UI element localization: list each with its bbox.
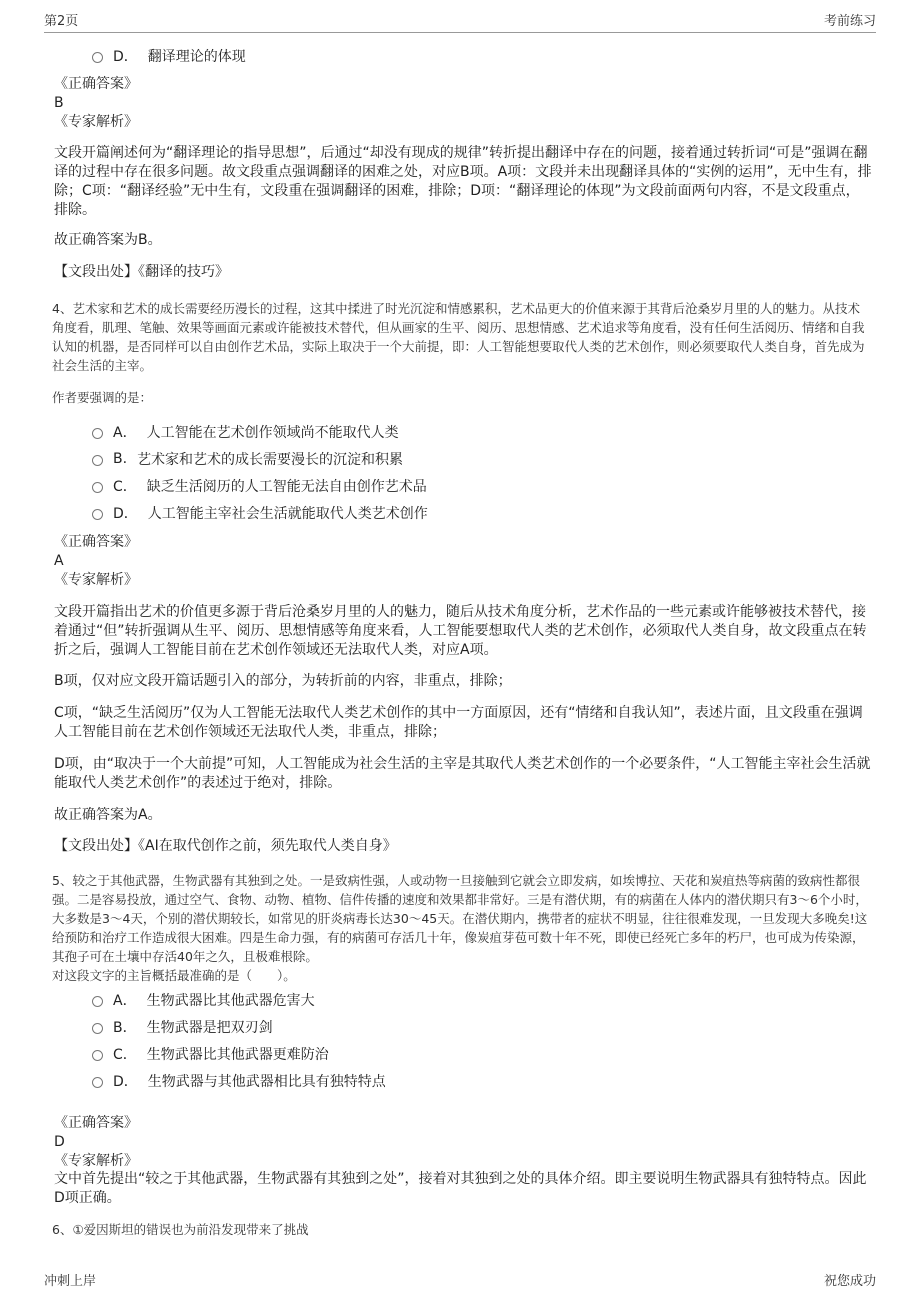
radio-icon[interactable] <box>92 1050 103 1061</box>
option-letter: D． <box>113 505 138 522</box>
radio-icon[interactable] <box>92 1023 103 1034</box>
q4-analysis-tag: 《专家解析》 <box>54 572 138 588</box>
footer-right: 祝您成功 <box>823 1274 876 1289</box>
q4-options <box>54 418 428 526</box>
q3-analysis-para-2: 故正确答案为B。 <box>54 232 162 248</box>
q4-option-d[interactable] <box>92 499 428 526</box>
q3-option-d[interactable] <box>92 42 246 69</box>
q3-analysis-tag: 《专家解析》 <box>54 114 138 130</box>
q3-source: 【文段出处】《翻译的技巧》 <box>54 264 229 280</box>
q3-analysis-para-1: 文段开篇阐述何为“翻译理论的指导思想”，后通过“却没有现成的规律”转折提出翻译中存在的问题，接着通过转折词“可是”强调在翻译的过程中存在很多问题。故文段重点强调翻译的困难之处，对应B项。A项：文段并未出现翻译具体的“实例的运用”，无中生有，排除；C项：“翻译经验”无中生有，文段重在强调翻译的困难，排除；D项：“翻译理论的体现”为文段前面两句内容，不是文段重点，排除。 <box>54 145 872 218</box>
option-letter: B． <box>113 1019 137 1036</box>
radio-icon[interactable] <box>92 509 103 520</box>
radio-icon[interactable] <box>92 52 103 63</box>
q4-option-a[interactable] <box>92 418 428 445</box>
q5-option-a[interactable] <box>92 986 386 1013</box>
option-letter: C． <box>113 478 137 495</box>
page-footer <box>44 1270 876 1288</box>
option-text: 翻译理论的体现 <box>147 48 246 65</box>
q4-answer: A <box>54 553 64 569</box>
q5-option-d[interactable] <box>92 1067 386 1094</box>
q5-options <box>54 986 386 1094</box>
option-text: 生物武器与其他武器相比具有独特特点 <box>147 1073 386 1090</box>
q3-answer-tag: 《正确答案》 <box>54 76 138 92</box>
option-text: 艺术家和艺术的成长需要漫长的沉淀和积累 <box>137 451 404 468</box>
q5-option-b[interactable] <box>92 1013 386 1040</box>
header-title: 考前练习 <box>823 14 876 29</box>
q5-option-c[interactable] <box>92 1040 386 1067</box>
q6-stem: 6、①爱因斯坦的错误也为前沿发现带来了挑战 <box>52 1222 309 1237</box>
footer-left: 冲刺上岸 <box>44 1274 97 1289</box>
q3-answer: B <box>54 95 64 111</box>
q4-source: 【文段出处】《AI在取代创作之前，须先取代人类自身》 <box>54 838 397 854</box>
q4-analysis-para-3: C项，“缺乏生活阅历”仅为人工智能无法取代人类艺术创作的其中一方面原因，还有“情绪和自我认知”，表述片面，且文段重在强调人工智能目前在艺术创作领域还无法取代人类，非重点，排除； <box>54 705 863 740</box>
option-text: 生物武器是把双刃剑 <box>146 1019 273 1036</box>
option-text: 人工智能在艺术创作领域尚不能取代人类 <box>146 424 399 441</box>
q4-analysis-para-2: B项，仅对应文段开篇话题引入的部分，为转折前的内容，非重点，排除； <box>54 673 512 689</box>
option-letter: D． <box>113 1073 138 1090</box>
radio-icon[interactable] <box>92 996 103 1007</box>
q4-analysis-para-1: 文段开篇指出艺术的价值更多源于背后沧桑岁月里的人的魅力，随后从技术角度分析，艺术作品的一些元素或许能够被技术替代，接着通过“但”转折强调从生平、阅历、思想情感等角度来看，人工智能要想取代人类的艺术创作，必须取代人类自身，故文段重点在转折之后，强调人工智能目前在艺术创作领域还无法取代人类，对应A项。 <box>54 604 867 658</box>
option-letter: C． <box>113 1046 137 1063</box>
option-text: 人工智能主宰社会生活就能取代人类艺术创作 <box>147 505 428 522</box>
q4-analysis-para-5: 故正确答案为A。 <box>54 807 162 823</box>
q5-answer: D <box>54 1134 65 1150</box>
q5-answer-tag: 《正确答案》 <box>54 1115 138 1131</box>
option-text: 缺乏生活阅历的人工智能无法自由创作艺术品 <box>146 478 427 495</box>
q4-option-b[interactable] <box>92 445 428 472</box>
option-text: 生物武器比其他武器危害大 <box>146 992 315 1009</box>
radio-icon[interactable] <box>92 455 103 466</box>
q5-prompt: 对这段文字的主旨概括最准确的是（ ）。 <box>52 968 296 983</box>
option-letter: A． <box>113 992 137 1009</box>
page-number: 第2页 <box>44 14 79 29</box>
option-letter: D． <box>113 48 138 65</box>
q4-stem: 4、艺术家和艺术的成长需要经历漫长的过程，这其中揉进了时光沉淀和情感累积，艺术品更大的价值来源于其背后沧桑岁月里的人的魅力。从技术角度看，肌理、笔触、效果等画面元素或许能被技术替代，但从画家的生平、阅历、思想情感、艺术追求等角度看，没有任何生活阅历、情绪和自我认知的机器，是否同样可以自由创作艺术品，实际上取决于一个大前提，即：人工智能想要取代人类的艺术创作，则必须要取代人类自身，首先成为社会生活的主宰。 <box>52 301 865 373</box>
q4-prompt: 作者要强调的是： <box>52 390 153 405</box>
radio-icon[interactable] <box>92 1077 103 1088</box>
q5-stem: 5、较之于其他武器，生物武器有其独到之处。一是致病性强，人或动物一旦接触到它就会立即发病，如埃博拉、天花和炭疽热等病菌的致病性都很强。二是容易投放，通过空气、食物、动物、植物、信件传播的速度和效果都非常好。三是有潜伏期，有的病菌在人体内的潜伏期只有3～6个小时，大多数是3～4天，个别的潜伏期较长，如常见的肝炎病毒长达30～45天。在潜伏期内，携带者的症状不明显，往往很难发现，一旦发现大多晚矣!这给预防和治疗工作造成很大困难。四是生命力强，有的病菌可存活几十年，像炭疽芽苞可数十年不死，即使已经死亡多年的朽尸，也可成为传染源，其孢子可在土壤中存活40年之久，且极难根除。 <box>52 873 868 964</box>
q5-analysis: 文中首先提出“较之于其他武器，生物武器有其独到之处”，接着对其独到之处的具体介绍。即主要说明生物武器具有独特特点。因此D项正确。 <box>54 1171 867 1206</box>
q4-option-c[interactable] <box>92 472 428 499</box>
radio-icon[interactable] <box>92 482 103 493</box>
option-text: 生物武器比其他武器更难防治 <box>146 1046 329 1063</box>
q4-analysis-para-4: D项，由“取决于一个大前提”可知，人工智能成为社会生活的主宰是其取代人类艺术创作的一个必要条件，“人工智能主宰社会生活就能取代人类艺术创作”的表述过于绝对，排除。 <box>54 756 871 791</box>
q5-analysis-tag: 《专家解析》 <box>54 1153 138 1169</box>
option-letter: B. <box>113 450 128 467</box>
page-header <box>44 10 876 33</box>
radio-icon[interactable] <box>92 428 103 439</box>
option-letter: A． <box>113 424 137 441</box>
q4-answer-tag: 《正确答案》 <box>54 534 138 550</box>
